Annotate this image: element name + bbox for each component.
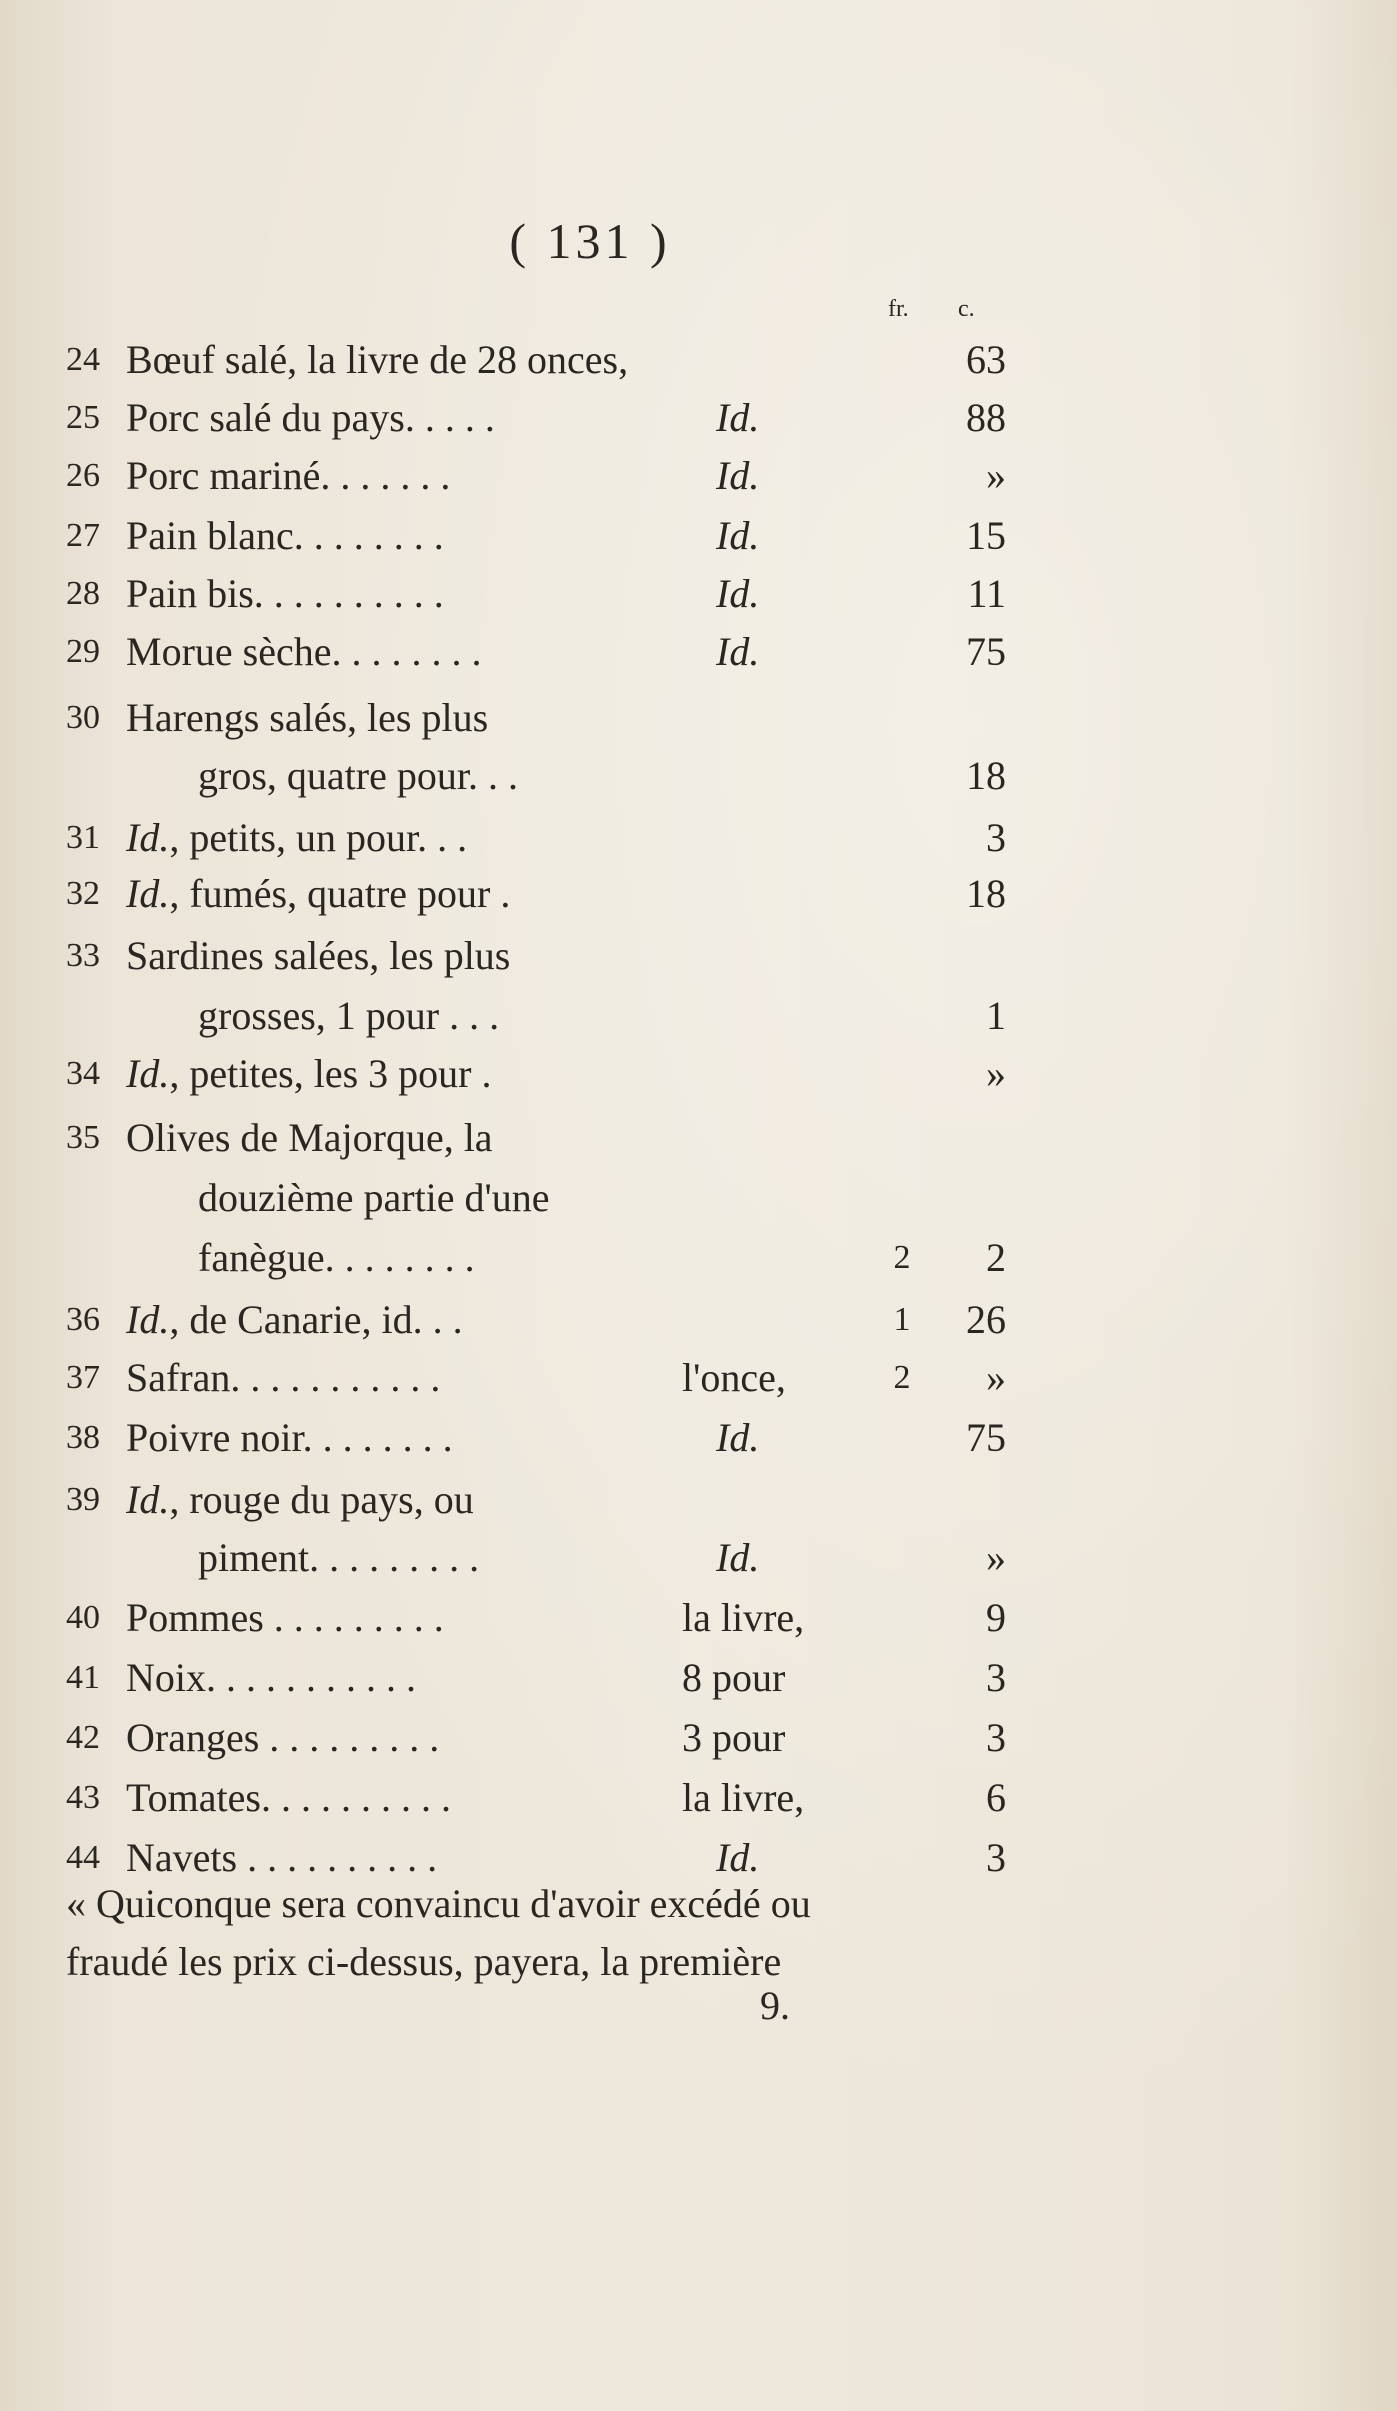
price-row [0, 748, 1397, 804]
price-centimes: » [986, 453, 1006, 498]
price-centimes: 3 [986, 1655, 1006, 1700]
price-centimes: 1 [986, 993, 1006, 1038]
closing-line-1: « Quiconque sera convaincu d'avoir excédé ou [66, 1881, 811, 1926]
item-name: Oranges . . . . . . . . . [126, 1715, 440, 1760]
item-number: 32 [66, 875, 100, 912]
price-centimes: 18 [966, 871, 1006, 916]
item-unit: Id. [716, 453, 760, 498]
francs-header: fr. [888, 296, 909, 322]
item-number: 27 [66, 517, 100, 554]
price-centimes: 2 [986, 1235, 1006, 1280]
item-name: Pain bis. . . . . . . . . . [126, 571, 444, 616]
item-name: Pommes . . . . . . . . . [126, 1595, 444, 1640]
item-unit: Id. [716, 629, 760, 674]
price-row [0, 866, 1397, 922]
price-row [0, 390, 1397, 446]
price-row [0, 988, 1397, 1044]
price-centimes: 18 [966, 753, 1006, 798]
price-row [0, 1350, 1397, 1406]
page-number: ( 131 ) [509, 213, 671, 269]
price-row [0, 1770, 1397, 1826]
item-name: Olives de Majorque, la [126, 1115, 493, 1160]
price-row [0, 1110, 1397, 1166]
centimes-header: c. [958, 296, 975, 322]
item-unit: Id. [716, 395, 760, 440]
item-name: Harengs salés, les plus [126, 695, 489, 740]
item-number: 40 [66, 1599, 100, 1636]
price-centimes: 11 [967, 571, 1006, 616]
closing-line-2: fraudé les prix ci-dessus, payera, la première [66, 1939, 782, 1984]
item-unit: Id. [716, 513, 760, 558]
item-number: 26 [66, 457, 100, 494]
price-centimes: 75 [966, 1415, 1006, 1460]
item-name: Morue sèche. . . . . . . . [126, 629, 482, 674]
item-number: 33 [66, 937, 100, 974]
price-row [0, 448, 1397, 504]
item-number: 30 [66, 699, 100, 736]
item-unit: 8 pour [682, 1655, 786, 1700]
price-centimes: 26 [966, 1297, 1006, 1342]
item-name: piment. . . . . . . . . [198, 1535, 480, 1580]
item-number: 31 [66, 819, 100, 856]
price-row [0, 1410, 1397, 1466]
price-row [0, 1530, 1397, 1586]
item-name: douzième partie d'une [198, 1175, 550, 1220]
item-unit: l'once, [682, 1355, 786, 1400]
item-number: 42 [66, 1719, 100, 1756]
item-number: 36 [66, 1301, 100, 1338]
price-row [0, 1292, 1397, 1348]
item-number: 38 [66, 1419, 100, 1456]
price-francs: 2 [893, 1239, 911, 1276]
item-unit: Id. [716, 1415, 760, 1460]
price-centimes: 9 [986, 1595, 1006, 1640]
item-unit: la livre, [682, 1595, 805, 1640]
item-name: fanègue. . . . . . . . [198, 1235, 475, 1280]
price-centimes: 6 [986, 1775, 1006, 1820]
item-name: Porc salé du pays. . . . . [126, 395, 495, 440]
price-row [0, 508, 1397, 564]
item-name: Bœuf salé, la livre de 28 onces, [126, 337, 629, 382]
price-row [0, 1170, 1397, 1226]
price-row [0, 1046, 1397, 1102]
item-number: 41 [66, 1659, 100, 1696]
price-francs: 1 [893, 1301, 911, 1338]
item-name: Sardines salées, les plus [126, 933, 511, 978]
item-name: grosses, 1 pour . . . [198, 993, 500, 1038]
item-name: Id., petits, un pour. . . [126, 815, 468, 860]
price-centimes: 15 [966, 513, 1006, 558]
item-name: gros, quatre pour. . . [198, 753, 518, 798]
item-name: Pain blanc. . . . . . . . [126, 513, 444, 558]
item-unit: Id. [716, 1535, 760, 1580]
item-number: 29 [66, 633, 100, 670]
item-unit: Id. [716, 571, 760, 616]
item-number: 25 [66, 399, 100, 436]
item-unit: Id. [716, 1835, 760, 1880]
item-name: Poivre noir. . . . . . . . [126, 1415, 453, 1460]
price-centimes: » [986, 1535, 1006, 1580]
price-row [0, 332, 1397, 388]
item-name: Tomates. . . . . . . . . . [126, 1775, 451, 1820]
price-row [0, 1590, 1397, 1646]
price-centimes: 75 [966, 629, 1006, 674]
item-number: 24 [66, 341, 100, 378]
price-row [0, 624, 1397, 680]
price-centimes: » [986, 1355, 1006, 1400]
item-number: 44 [66, 1839, 100, 1876]
price-centimes: 88 [966, 395, 1006, 440]
item-name: Navets . . . . . . . . . . [126, 1835, 438, 1880]
price-centimes: 3 [986, 1715, 1006, 1760]
item-number: 35 [66, 1119, 100, 1156]
item-number: 34 [66, 1055, 100, 1092]
item-unit: 3 pour [682, 1715, 786, 1760]
item-name: Noix. . . . . . . . . . . [126, 1655, 416, 1700]
price-row [0, 928, 1397, 984]
item-number: 37 [66, 1359, 100, 1396]
price-centimes: 63 [966, 337, 1006, 382]
signature-mark: 9. [760, 1983, 790, 2028]
price-row [0, 566, 1397, 622]
item-number: 39 [66, 1481, 100, 1518]
price-centimes: » [986, 1051, 1006, 1096]
price-row [0, 1710, 1397, 1766]
price-row [0, 690, 1397, 746]
item-number: 43 [66, 1779, 100, 1816]
item-name: Id., de Canarie, id. . . [126, 1297, 463, 1342]
price-row [0, 1472, 1397, 1528]
price-centimes: 3 [986, 815, 1006, 860]
price-row [0, 810, 1397, 866]
item-name: Id., rouge du pays, ou [126, 1477, 474, 1522]
item-name: Id., petites, les 3 pour . [126, 1051, 492, 1096]
price-row [0, 1230, 1397, 1286]
price-centimes: 3 [986, 1835, 1006, 1880]
item-name: Id., fumés, quatre pour . [126, 871, 511, 916]
price-francs: 2 [893, 1359, 911, 1396]
item-number: 28 [66, 575, 100, 612]
item-name: Safran. . . . . . . . . . . [126, 1355, 441, 1400]
item-unit: la livre, [682, 1775, 805, 1820]
price-row [0, 1650, 1397, 1706]
item-name: Porc mariné. . . . . . . [126, 453, 451, 498]
